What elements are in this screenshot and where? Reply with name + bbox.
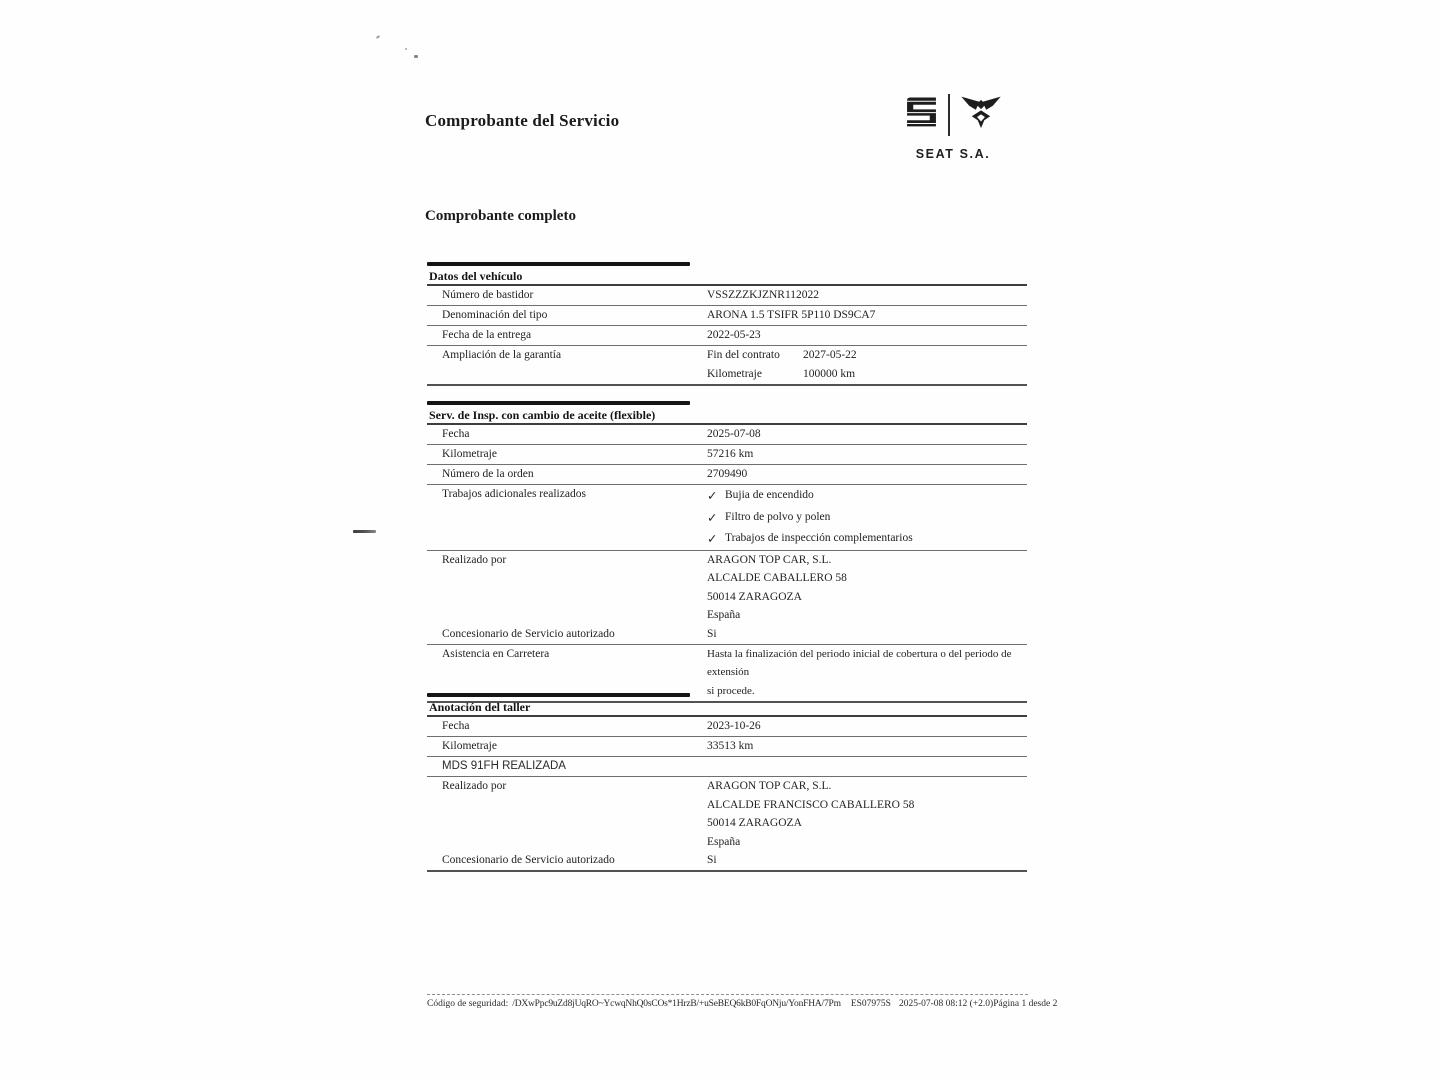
security-code-label: Código de seguridad: (427, 999, 509, 1009)
row-value: Si (707, 854, 717, 867)
table-row (427, 625, 1027, 645)
row-value: 57216 km (707, 448, 754, 460)
checklist-item (707, 528, 1027, 550)
row-label: Fecha (442, 428, 470, 440)
address-line: España (707, 609, 741, 622)
row-value: 2025-07-08 (707, 428, 761, 440)
check-icon: ✓ (707, 488, 718, 503)
table-row (427, 286, 1027, 306)
row-label: Concesionario de Servicio autorizado (442, 854, 615, 867)
logo-divider (948, 94, 950, 136)
sub-row (707, 346, 1027, 365)
address-line: ARAGON TOP CAR, S.L. (707, 553, 832, 566)
row-value (707, 346, 1027, 384)
margin-fold-mark (353, 530, 376, 533)
table-row (427, 465, 1027, 485)
row-label: Número de la orden (442, 468, 534, 480)
table-row-mds (427, 757, 1027, 777)
row-label: Kilometraje (442, 740, 497, 752)
check-icon: ✓ (707, 509, 718, 525)
checklist-item-label: Trabajos de inspección complementarios (725, 532, 913, 544)
sub-label: Fin del contrato (707, 349, 780, 361)
address-line: ALCALDE CABALLERO 58 (707, 572, 847, 585)
section-top-bar (427, 693, 690, 697)
row-label: Fecha de la entrega (442, 329, 532, 341)
address-line: España (707, 835, 741, 848)
checklist-item (707, 485, 1027, 507)
row-value: ARONA 1.5 TSIFR 5P110 DS9CA7 (707, 309, 876, 321)
sub-value: 2027-05-22 (803, 349, 857, 361)
row-label: Concesionario de Servicio autorizado (442, 627, 615, 640)
sub-value: 100000 km (803, 368, 856, 380)
page-footer (427, 994, 1058, 1009)
row-label: Kilometraje (442, 448, 497, 460)
page-number: Página 1 desde 2 (993, 999, 1058, 1009)
address-line: 50014 ZARAGOZA (707, 590, 802, 603)
scan-speck (376, 35, 380, 39)
security-code-value: /DXwPpc9uZd8jUqRO~YcwqNhQ0sCOs*1HrzB/+uSeBEQ6kB0FqONju/YonFHA/7Pm (512, 999, 841, 1009)
address-block (707, 777, 1027, 851)
table-row (427, 717, 1027, 737)
table-row (427, 445, 1027, 465)
cupra-logo-icon (960, 95, 1002, 136)
section-vehicle-data (427, 262, 1027, 386)
row-label: Realizado por (442, 780, 507, 792)
brand-block (903, 93, 1003, 161)
section-top-bar (427, 401, 690, 405)
section-heading: Anotación del taller (427, 699, 1027, 717)
section-inspection-service (427, 401, 1027, 703)
document-subtitle: Comprobante completo (425, 208, 576, 224)
address-line: ARAGON TOP CAR, S.L. (707, 780, 832, 792)
row-label: Fecha (442, 720, 470, 732)
table-row (427, 306, 1027, 326)
address-block (707, 551, 1027, 625)
row-value: VSSZZZKJZNR112022 (707, 289, 820, 301)
table-row-checklist (427, 485, 1027, 551)
table-row (427, 425, 1027, 445)
print-timestamp: 2025-07-08 08:12 (+2.0) (898, 999, 994, 1009)
section-heading: Datos del vehículo (427, 268, 1027, 286)
sub-row (707, 365, 1027, 384)
mds-note: MDS 91FH REALIZADA (442, 760, 566, 772)
section-heading: Serv. de Insp. con cambio de aceite (flexible) (427, 407, 1027, 425)
brand-name: SEAT S.A. (915, 147, 991, 161)
checklist-item-label: Bujia de encendido (725, 489, 814, 501)
row-value: 2022-05-23 (707, 329, 761, 341)
row-value: 2023-10-26 (707, 720, 761, 732)
row-value: Si (707, 627, 717, 640)
check-icon: ✓ (707, 531, 718, 546)
table-row (427, 737, 1027, 757)
row-label: Trabajos adicionales realizados (442, 488, 586, 500)
table-row-address (427, 551, 1027, 625)
value-line: si procede. (707, 685, 755, 698)
section-top-bar (427, 262, 690, 266)
value-line: Hasta la finalización del periodo inicial de cobertura o del periodo de extensión (707, 647, 1012, 679)
station-id: ES07975S (850, 999, 891, 1009)
document-title: Comprobante del Servicio (425, 111, 620, 130)
row-value: 2709490 (707, 468, 748, 480)
row-value: 33513 km (707, 740, 754, 752)
scan-speck (414, 55, 418, 58)
table-row (427, 851, 1027, 872)
row-label: Denominación del tipo (442, 309, 548, 321)
table-row (427, 346, 1027, 386)
scan-speck (405, 48, 407, 50)
checklist (707, 485, 1027, 550)
seat-logo-icon (905, 96, 938, 135)
section-workshop-note (427, 693, 1027, 872)
row-label: Ampliación de la garantía (442, 349, 562, 361)
table-row (427, 326, 1027, 346)
row-label: Asistencia en Carretera (442, 647, 550, 660)
row-label: Realizado por (442, 553, 507, 566)
checklist-item (707, 507, 1027, 529)
checklist-item-label: Filtro de polvo y polen (725, 510, 831, 523)
sub-label: Kilometraje (707, 368, 762, 380)
address-line: ALCALDE FRANCISCO CABALLERO 58 (707, 798, 915, 811)
table-row-address (427, 777, 1027, 851)
address-line: 50014 ZARAGOZA (707, 817, 802, 830)
row-label: Número de bastidor (442, 289, 534, 301)
